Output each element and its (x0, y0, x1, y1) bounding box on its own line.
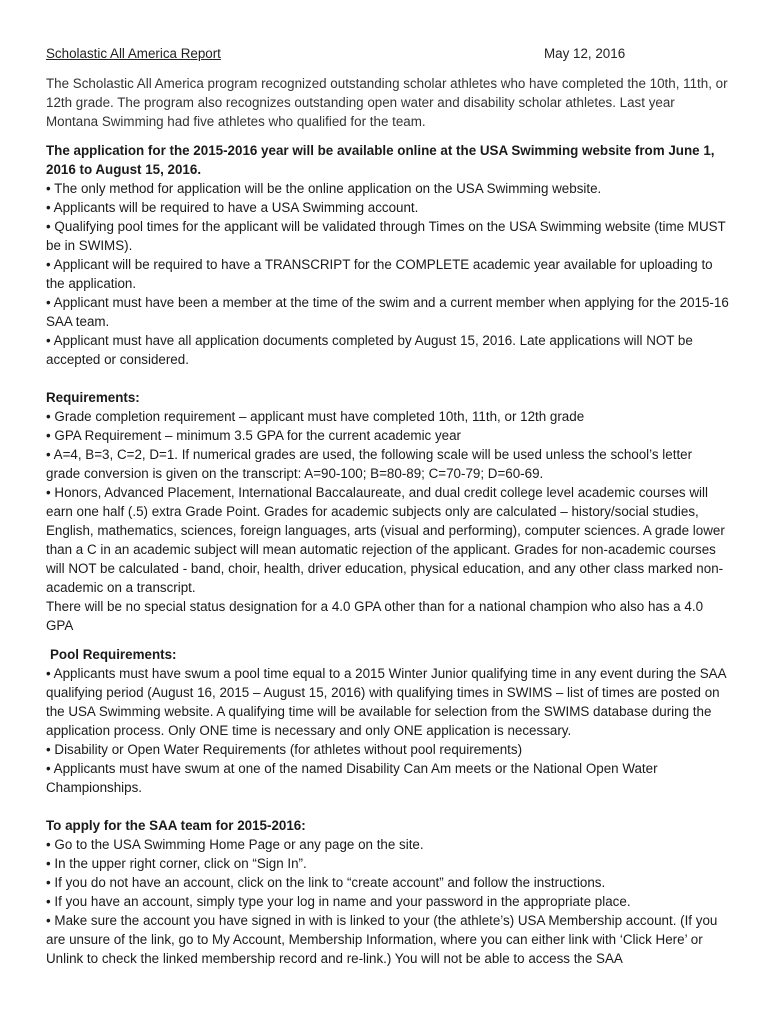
intro-paragraph: The Scholastic All America program recognized outstanding scholar athletes who have completed the 10th, 11th, or 12th grade. The program also recognizes outstanding open water and disability scholar athletes. Last year Montana Swimming had five athletes who qualified for the team. (46, 76, 728, 129)
application-item: • Applicants will be required to have a USA Swimming account. (46, 200, 419, 215)
requirements-item: • GPA Requirement – minimum 3.5 GPA for the current academic year (46, 428, 462, 443)
document-page (46, 46, 730, 968)
pool-item: • Applicants must have swum at one of the named Disability Can Am meets or the National Open Water Championships. (46, 761, 658, 795)
apply-item: • In the upper right corner, click on “Sign In”. (46, 856, 307, 871)
report-title: Scholastic All America Report (46, 46, 221, 61)
application-heading: The application for the 2015-2016 year will be available online at the USA Swimming website from June 1, 2016 to August 15, 2016. (46, 143, 715, 177)
application-item: • Applicant must have all application documents completed by August 15, 2016. Late applications will NOT be accepted or considered. (46, 333, 693, 367)
apply-item: • Go to the USA Swimming Home Page or any page on the site. (46, 837, 424, 852)
requirements-item: • A=4, B=3, C=2, D=1. If numerical grades are used, the following scale will be used unless the school’s letter grade conversion is given on the transcript: A=90-100; B=80-89; C=70-79; D=60-69. (46, 447, 693, 481)
report-date: May 12, 2016 (544, 46, 626, 61)
requirements-item: • Grade completion requirement – applicant must have completed 10th, 11th, or 12th grade (46, 409, 585, 424)
requirements-item: • Honors, Advanced Placement, International Baccalaureate, and dual credit college level academic courses will earn one half (.5) extra Grade Point. Grades for academic subjects only are calculated – history/social studies, English, mathematics, sciences, foreign languages, arts (visual and performing), computer sciences. A grade lower than a C in an academic subject will mean automatic rejection of the applicant. Grades for non-academic courses will NOT be calculated - band, choir, health, driver education, physical education, and any other class marked non-academic on a transcript. (46, 485, 725, 595)
application-item: • The only method for application will be the online application on the USA Swimming website. (46, 181, 602, 196)
application-item: • Applicant will be required to have a TRANSCRIPT for the COMPLETE academic year available for uploading to the application. (46, 257, 713, 291)
application-item: • Qualifying pool times for the applicant will be validated through Times on the USA Swimming website (time MUST be in SWIMS). (46, 219, 726, 253)
requirements-heading: Requirements: (46, 390, 140, 405)
apply-item: • If you have an account, simply type your log in name and your password in the appropriate place. (46, 894, 631, 909)
apply-item: • Make sure the account you have signed in with is linked to your (the athlete’s) USA Membership account. (If you are unsure of the link, go to My Account, Membership Information, where you can either link with ‘Click Here’ or Unlink to check the linked membership record and re-link.) You will not be able to access the SAA (46, 913, 718, 966)
requirements-note: There will be no special status designation for a 4.0 GPA other than for a national champion who also has a 4.0 GPA (46, 599, 704, 633)
pool-item: • Applicants must have swum a pool time equal to a 2015 Winter Junior qualifying time in any event during the SAA qualifying period (August 16, 2015 – August 15, 2016) with qualifying times in SWIMS – list of times are posted on the USA Swimming website. A qualifying time will be available for selection from the SWIMS database during the application process. Only ONE time is necessary and only ONE application is necessary. (46, 666, 726, 738)
apply-item: • If you do not have an account, click on the link to “create account” and follow the instructions. (46, 875, 606, 890)
pool-heading: Pool Requirements: (50, 647, 177, 662)
report-header (46, 46, 730, 66)
apply-heading: To apply for the SAA team for 2015-2016: (46, 818, 306, 833)
application-item: • Applicant must have been a member at the time of the swim and a current member when applying for the 2015-16 SAA team. (46, 295, 729, 329)
pool-item: • Disability or Open Water Requirements (for athletes without pool requirements) (46, 742, 523, 757)
